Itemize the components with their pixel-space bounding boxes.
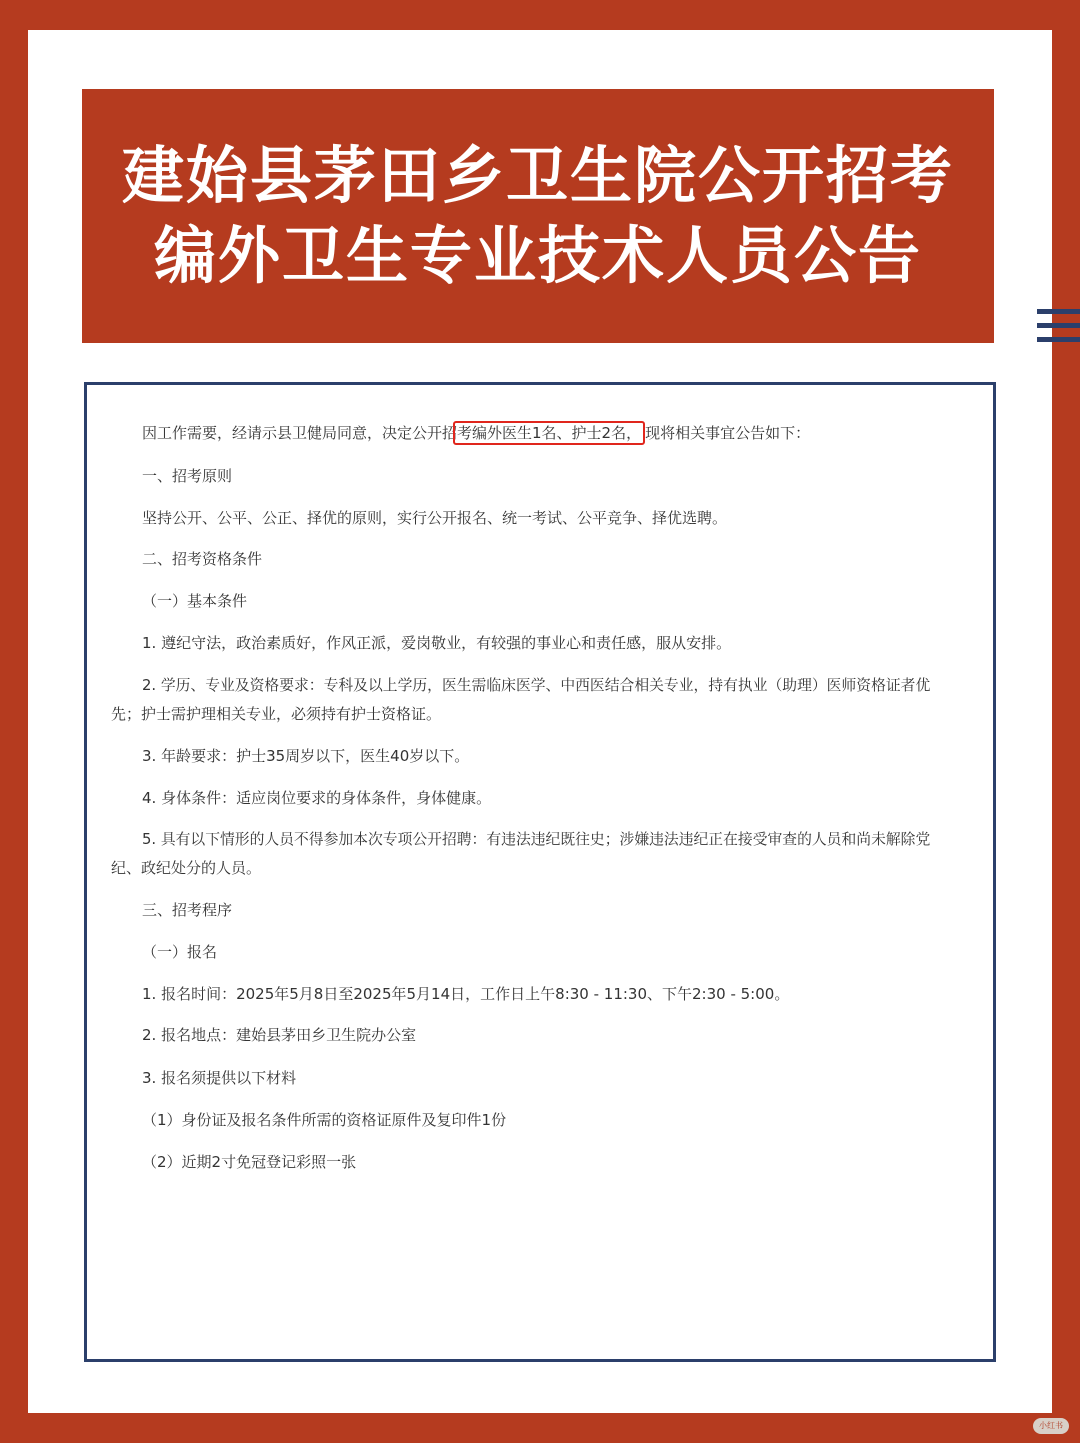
condition-5-line-1: 5. 具有以下情形的人员不得参加本次专项公开招聘：有违法违纪既往史；涉嫌违法违纪正在接受审查的人员和尚未解除党 [142,831,931,848]
intro-text-before: 因工作需要，经请示县卫健局同意，决定公开招 [142,424,458,442]
condition-5-line-2: 纪、政纪处分的人员。 [111,859,262,877]
document-frame [84,382,996,1362]
section-heading-2: 二、招考资格条件 [142,550,263,568]
section-heading-3: 三、招考程序 [142,901,233,919]
watermark-badge: 小红书 [1033,1418,1069,1434]
condition-2-line-1: 2. 学历、专业及资格要求：专科及以上学历，医生需临床医学、中西医结合相关专业，持有执业（助理）医师资格证者优 [142,677,931,694]
title-banner [82,89,994,343]
intro-paragraph [142,423,810,443]
registration-location: 2. 报名地点：建始县茅田乡卫生院办公室 [142,1026,417,1044]
material-1: （1）身份证及报名条件所需的资格证原件及复印件1份 [142,1111,507,1129]
menu-lines-icon [1037,309,1080,343]
subsection-basic-conditions: （一）基本条件 [142,592,248,610]
intro-text-after: 现将相关事宜公告如下： [645,424,811,442]
section-heading-1: 一、招考原则 [142,467,233,485]
page-title-line-1: 建始县茅田乡卫生院公开招考 [121,139,954,212]
material-2: （2）近期2寸免冠登记彩照一张 [142,1153,357,1171]
condition-2-line-2: 先；护士需护理相关专业，必须持有护士资格证。 [111,705,442,723]
registration-materials: 3. 报名须提供以下材料 [142,1069,297,1087]
page-title-line-2: 编外卫生专业技术人员公告 [153,219,922,292]
principle-text: 坚持公开、公平、公正、择优的原则，实行公开报名、统一考试、公平竞争、择优选聘。 [142,509,728,527]
condition-3: 3. 年龄要求：护士35周岁以下，医生40岁以下。 [142,747,470,765]
document-body [87,385,993,1359]
registration-time: 1. 报名时间：2025年5月8日至2025年5月14日，工作日上午8:30 - 11:30、下午2:30 - 5:00。 [142,985,790,1003]
condition-1: 1. 遵纪守法，政治素质好，作风正派，爱岗敬业，有较强的事业心和责任感，服从安排。 [142,634,732,652]
highlighted-quota: 考编外医生1名、护士2名， [453,421,645,445]
subsection-registration: （一）报名 [142,943,218,961]
condition-4: 4. 身体条件：适应岗位要求的身体条件，身体健康。 [142,789,492,807]
